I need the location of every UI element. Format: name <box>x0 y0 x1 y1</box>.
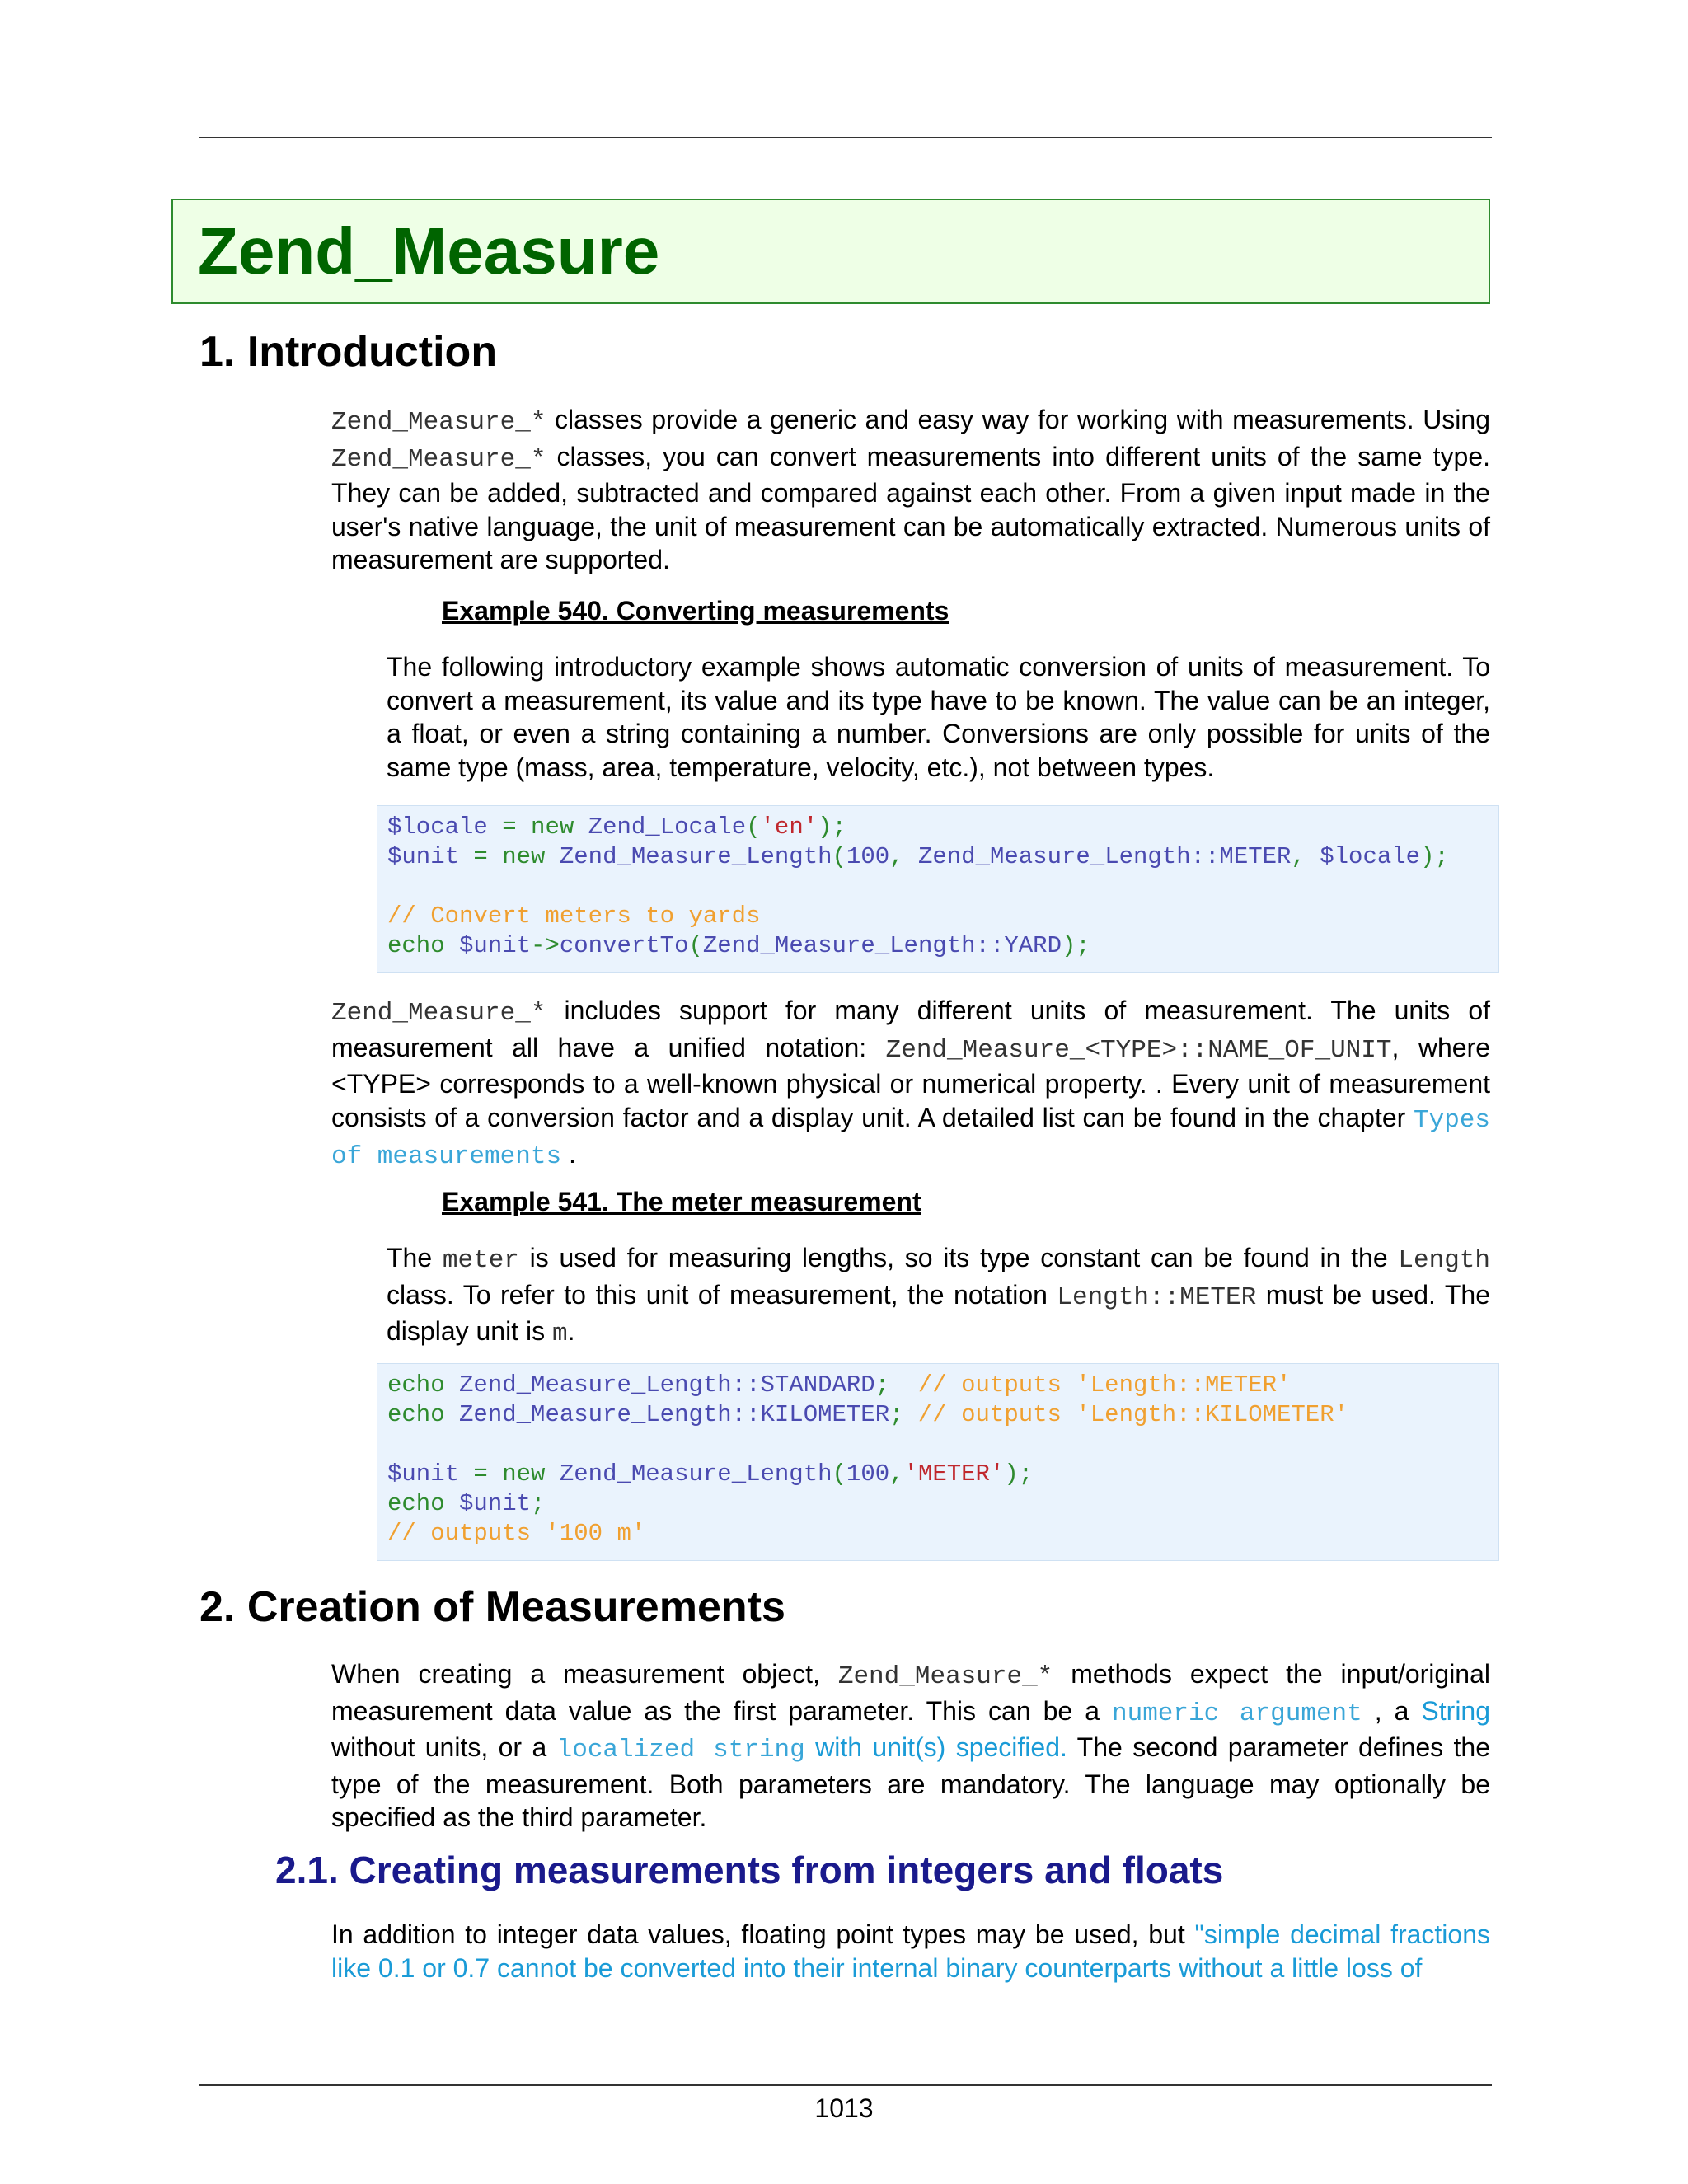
inline-code: Zend_Measure_* <box>837 1662 1053 1691</box>
inline-code: Zend_Measure_* <box>331 999 546 1028</box>
subsection-heading-integers-floats: 2.1. Creating measurements from integers and floats <box>275 1849 1224 1891</box>
chapter-title: Zend_Measure <box>198 214 660 288</box>
section-heading-introduction: 1. Introduction <box>199 328 498 376</box>
numeric-argument-link[interactable]: numeric argument <box>1112 1699 1362 1728</box>
example-541-title: Example 541. The meter measurement <box>442 1187 921 1216</box>
decimal-fractions-link[interactable]: "simple decimal fractions like 0.1 or 0.7 cannot be converted into their internal binary counterparts without a little loss of <box>331 1919 1491 1983</box>
localized-string-link-text[interactable]: with unit(s) specified. <box>804 1732 1067 1762</box>
section-heading-creation: 2. Creation of Measurements <box>199 1583 785 1631</box>
intro-text: classes, you can convert measurements into different units of the same type. They can be added, subtracted and compared against each other. From a given input made in the user's native language, the unit of measurement can be automatically extracted. Numerous units of measurement are supported. <box>331 441 1490 574</box>
code-line: $locale = new Zend_Locale('en'); <box>387 813 846 841</box>
page-number: 1013 <box>814 2093 874 2123</box>
code-line-blank <box>387 872 1489 902</box>
inline-code: Zend_Measure_<TYPE>::NAME_OF_UNIT <box>885 1035 1392 1065</box>
code-line: // Convert meters to yards <box>387 902 761 930</box>
inline-code: Zend_Measure_* <box>331 408 546 437</box>
support-text: . <box>561 1139 576 1169</box>
example-540-title: Example 540. Converting measurements <box>442 596 950 626</box>
code-line: echo Zend_Measure_Length::KILOMETER; // outputs 'Length::KILOMETER' <box>387 1401 1349 1428</box>
code-line: $unit = new Zend_Measure_Length(100, Zend_Measure_Length::METER, $locale); <box>387 843 1449 870</box>
code-line: // outputs '100 m' <box>387 1520 646 1547</box>
inline-code: Length::METER <box>1057 1282 1257 1312</box>
example-540-text: The following introductory example shows automatic conversion of units of measurement. To convert a measurement, its value and its type have to be known. The value can be an integer, a float, or even a string containing a number. Conversions are only possible for units of the same type (mass, area, temperature, velocity, etc.), not between types. <box>387 652 1490 782</box>
inline-code: meter <box>442 1246 519 1275</box>
code-line: echo $unit->convertTo(Zend_Measure_Length::YARD); <box>387 932 1090 959</box>
support-paragraph <box>331 994 1490 1174</box>
code-line: echo Zend_Measure_Length::STANDARD; // outputs 'Length::METER' <box>387 1371 1292 1399</box>
code-line: echo $unit; <box>387 1490 546 1517</box>
intro-text: classes provide a generic and easy way for working with measurements. Using <box>546 405 1490 434</box>
code-block-converting <box>377 805 1499 973</box>
inline-code: Length <box>1398 1246 1491 1275</box>
localized-string-link[interactable]: localized string <box>556 1736 805 1765</box>
creation-paragraph: When creating a measurement object, Zend_Measure_* methods expect the input/original measurement data value as the first parameter. This can be a numeric argument , a String without units, or a localized string with unit(s) specified. The second parameter defines the type of the measurement. Both parameters are mandatory. The language may optionally be specified as the third parameter. <box>331 1659 1491 1832</box>
inline-code: Zend_Measure_* <box>331 444 546 474</box>
example-541-text: The meter is used for measuring lengths, so its type constant can be found in the Length class. To refer to this unit of measurement, the notation Length::METER must be used. The display unit is m. <box>387 1243 1491 1348</box>
code-line: $unit = new Zend_Measure_Length(100,'METER'); <box>387 1460 1034 1488</box>
header-rule <box>199 137 1492 138</box>
integers-floats-paragraph: In addition to integer data values, floating point types may be used, but "simple decimal fractions like 0.1 or 0.7 cannot be converted into their internal binary counterparts without a little loss of <box>331 1919 1491 1983</box>
string-link[interactable]: String <box>1421 1695 1491 1726</box>
chapter-title-box <box>171 199 1490 304</box>
support-text: , where <TYPE> corresponds to a well-known physical or numerical property. . Every unit of measurement consists of a conversion factor and a display unit. A detailed list can be found in the chapter <box>331 1032 1491 1132</box>
footer-rule <box>199 2084 1492 2086</box>
code-block-meter <box>377 1363 1499 1561</box>
code-line-blank <box>387 1430 1489 1460</box>
intro-paragraph <box>331 403 1490 577</box>
types-of-measurements-link[interactable]: Types of measurements <box>331 1105 1490 1171</box>
inline-code: m <box>551 1319 568 1348</box>
support-text: includes support for many different units of measurement. The units of measurement all have a unified notation: <box>331 996 1490 1062</box>
